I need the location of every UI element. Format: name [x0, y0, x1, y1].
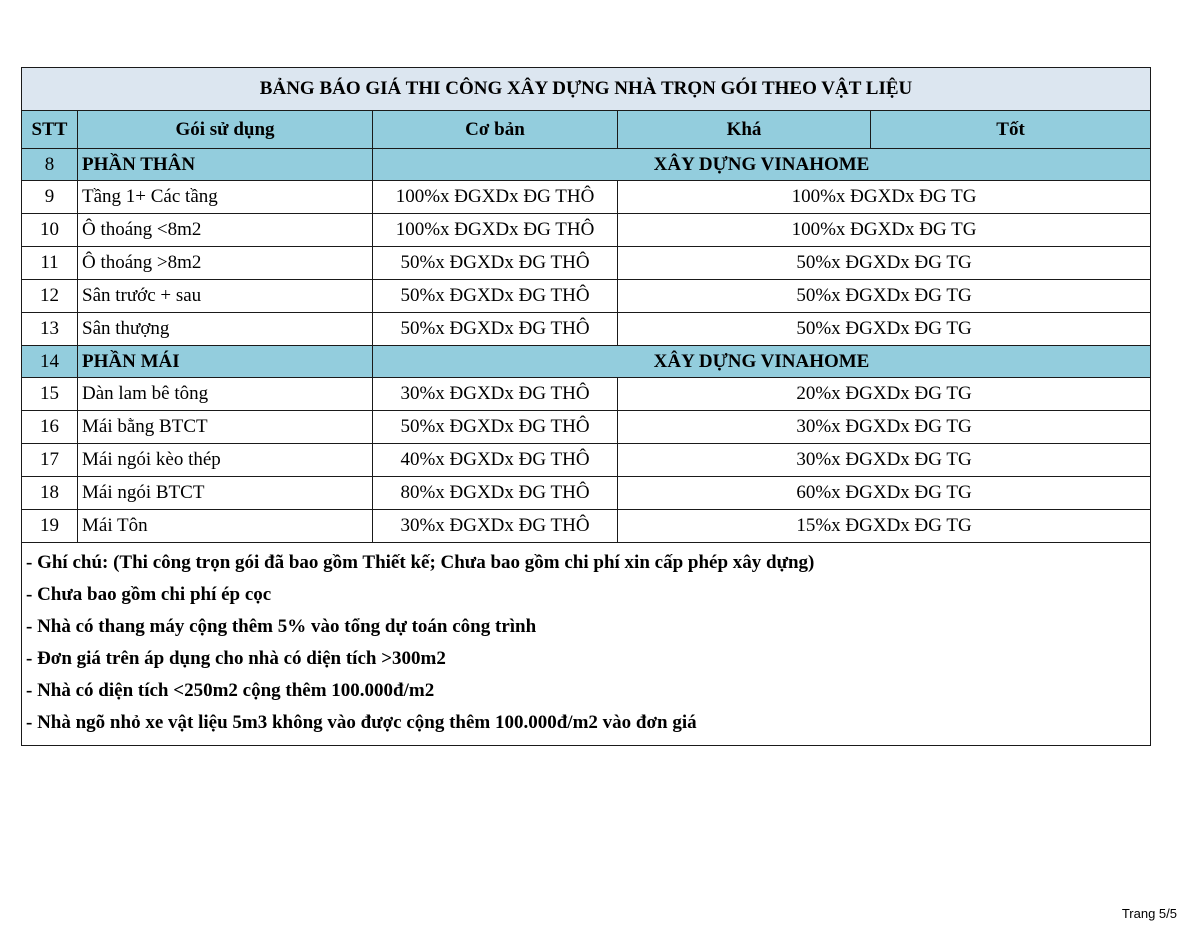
section-name: PHẦN MÁI — [78, 346, 373, 378]
row-good-best-price: 50%x ĐGXDx ĐG TG — [618, 280, 1151, 313]
row-basic-price: 100%x ĐGXDx ĐG THÔ — [373, 181, 618, 214]
table-row — [22, 214, 1151, 247]
row-good-best-price: 60%x ĐGXDx ĐG TG — [618, 477, 1151, 510]
row-basic-price: 30%x ĐGXDx ĐG THÔ — [373, 378, 618, 411]
row-name: Sân thượng — [78, 313, 373, 346]
row-name: Tầng 1+ Các tầng — [78, 181, 373, 214]
note-line: - Đơn giá trên áp dụng cho nhà có diện tích >300m2 — [26, 648, 446, 669]
row-name: Mái ngói kèo thép — [78, 444, 373, 477]
notes-block — [22, 543, 1151, 746]
table-row — [22, 510, 1151, 543]
row-good-best-price: 50%x ĐGXDx ĐG TG — [618, 247, 1151, 280]
row-good-best-price: 50%x ĐGXDx ĐG TG — [618, 313, 1151, 346]
row-name: Mái ngói BTCT — [78, 477, 373, 510]
row-basic-price: 40%x ĐGXDx ĐG THÔ — [373, 444, 618, 477]
row-stt: 19 — [22, 510, 78, 543]
section-name: PHẦN THÂN — [78, 149, 373, 181]
header-best: Tốt — [871, 111, 1151, 149]
row-name: Dàn lam bê tông — [78, 378, 373, 411]
section-stt: 14 — [22, 346, 78, 378]
note-line: - Nhà ngõ nhỏ xe vật liệu 5m3 không vào được cộng thêm 100.000đ/m2 vào đơn giá — [26, 712, 697, 733]
section-label: XÂY DỰNG VINAHOME — [373, 149, 1151, 181]
header-package: Gói sử dụng — [78, 111, 373, 149]
table-row — [22, 477, 1151, 510]
header-row — [22, 111, 1151, 149]
table-row — [22, 411, 1151, 444]
row-basic-price: 50%x ĐGXDx ĐG THÔ — [373, 280, 618, 313]
row-name: Ô thoáng >8m2 — [78, 247, 373, 280]
note-line: - Ghí chú: (Thi công trọn gói đã bao gồm Thiết kế; Chưa bao gồm chi phí xin cấp phép xây dựng) — [26, 552, 815, 573]
row-name: Mái bằng BTCT — [78, 411, 373, 444]
row-basic-price: 50%x ĐGXDx ĐG THÔ — [373, 313, 618, 346]
row-name: Mái Tôn — [78, 510, 373, 543]
row-good-best-price: 30%x ĐGXDx ĐG TG — [618, 444, 1151, 477]
row-stt: 11 — [22, 247, 78, 280]
table-row — [22, 247, 1151, 280]
notes-row — [22, 543, 1151, 746]
title-row — [22, 68, 1151, 111]
table-row — [22, 181, 1151, 214]
section-row — [22, 346, 1151, 378]
note-line: - Chưa bao gồm chi phí ép cọc — [26, 584, 272, 605]
section-row — [22, 149, 1151, 181]
row-good-best-price: 20%x ĐGXDx ĐG TG — [618, 378, 1151, 411]
note-line: - Nhà có diện tích <250m2 cộng thêm 100.000đ/m2 — [26, 680, 435, 701]
row-name: Sân trước + sau — [78, 280, 373, 313]
row-stt: 17 — [22, 444, 78, 477]
row-good-best-price: 30%x ĐGXDx ĐG TG — [618, 411, 1151, 444]
row-stt: 12 — [22, 280, 78, 313]
row-stt: 13 — [22, 313, 78, 346]
note-line: - Nhà có thang máy cộng thêm 5% vào tổng dự toán công trình — [26, 616, 537, 637]
header-basic: Cơ bản — [373, 111, 618, 149]
table-title: BẢNG BÁO GIÁ THI CÔNG XÂY DỰNG NHÀ TRỌN GÓI THEO VẬT LIỆU — [22, 68, 1151, 111]
row-good-best-price: 100%x ĐGXDx ĐG TG — [618, 214, 1151, 247]
table-row — [22, 378, 1151, 411]
row-stt: 16 — [22, 411, 78, 444]
row-good-best-price: 15%x ĐGXDx ĐG TG — [618, 510, 1151, 543]
row-basic-price: 100%x ĐGXDx ĐG THÔ — [373, 214, 618, 247]
row-stt: 9 — [22, 181, 78, 214]
row-basic-price: 30%x ĐGXDx ĐG THÔ — [373, 510, 618, 543]
header-stt: STT — [22, 111, 78, 149]
table-row — [22, 280, 1151, 313]
page-number: Trang 5/5 — [1121, 906, 1177, 921]
price-table — [21, 67, 1151, 746]
row-basic-price: 50%x ĐGXDx ĐG THÔ — [373, 411, 618, 444]
row-basic-price: 50%x ĐGXDx ĐG THÔ — [373, 247, 618, 280]
row-good-best-price: 100%x ĐGXDx ĐG TG — [618, 181, 1151, 214]
section-label: XÂY DỰNG VINAHOME — [373, 346, 1151, 378]
table-row — [22, 444, 1151, 477]
table-row — [22, 313, 1151, 346]
row-stt: 18 — [22, 477, 78, 510]
row-basic-price: 80%x ĐGXDx ĐG THÔ — [373, 477, 618, 510]
header-good: Khá — [618, 111, 871, 149]
row-stt: 10 — [22, 214, 78, 247]
row-stt: 15 — [22, 378, 78, 411]
row-name: Ô thoáng <8m2 — [78, 214, 373, 247]
section-stt: 8 — [22, 149, 78, 181]
